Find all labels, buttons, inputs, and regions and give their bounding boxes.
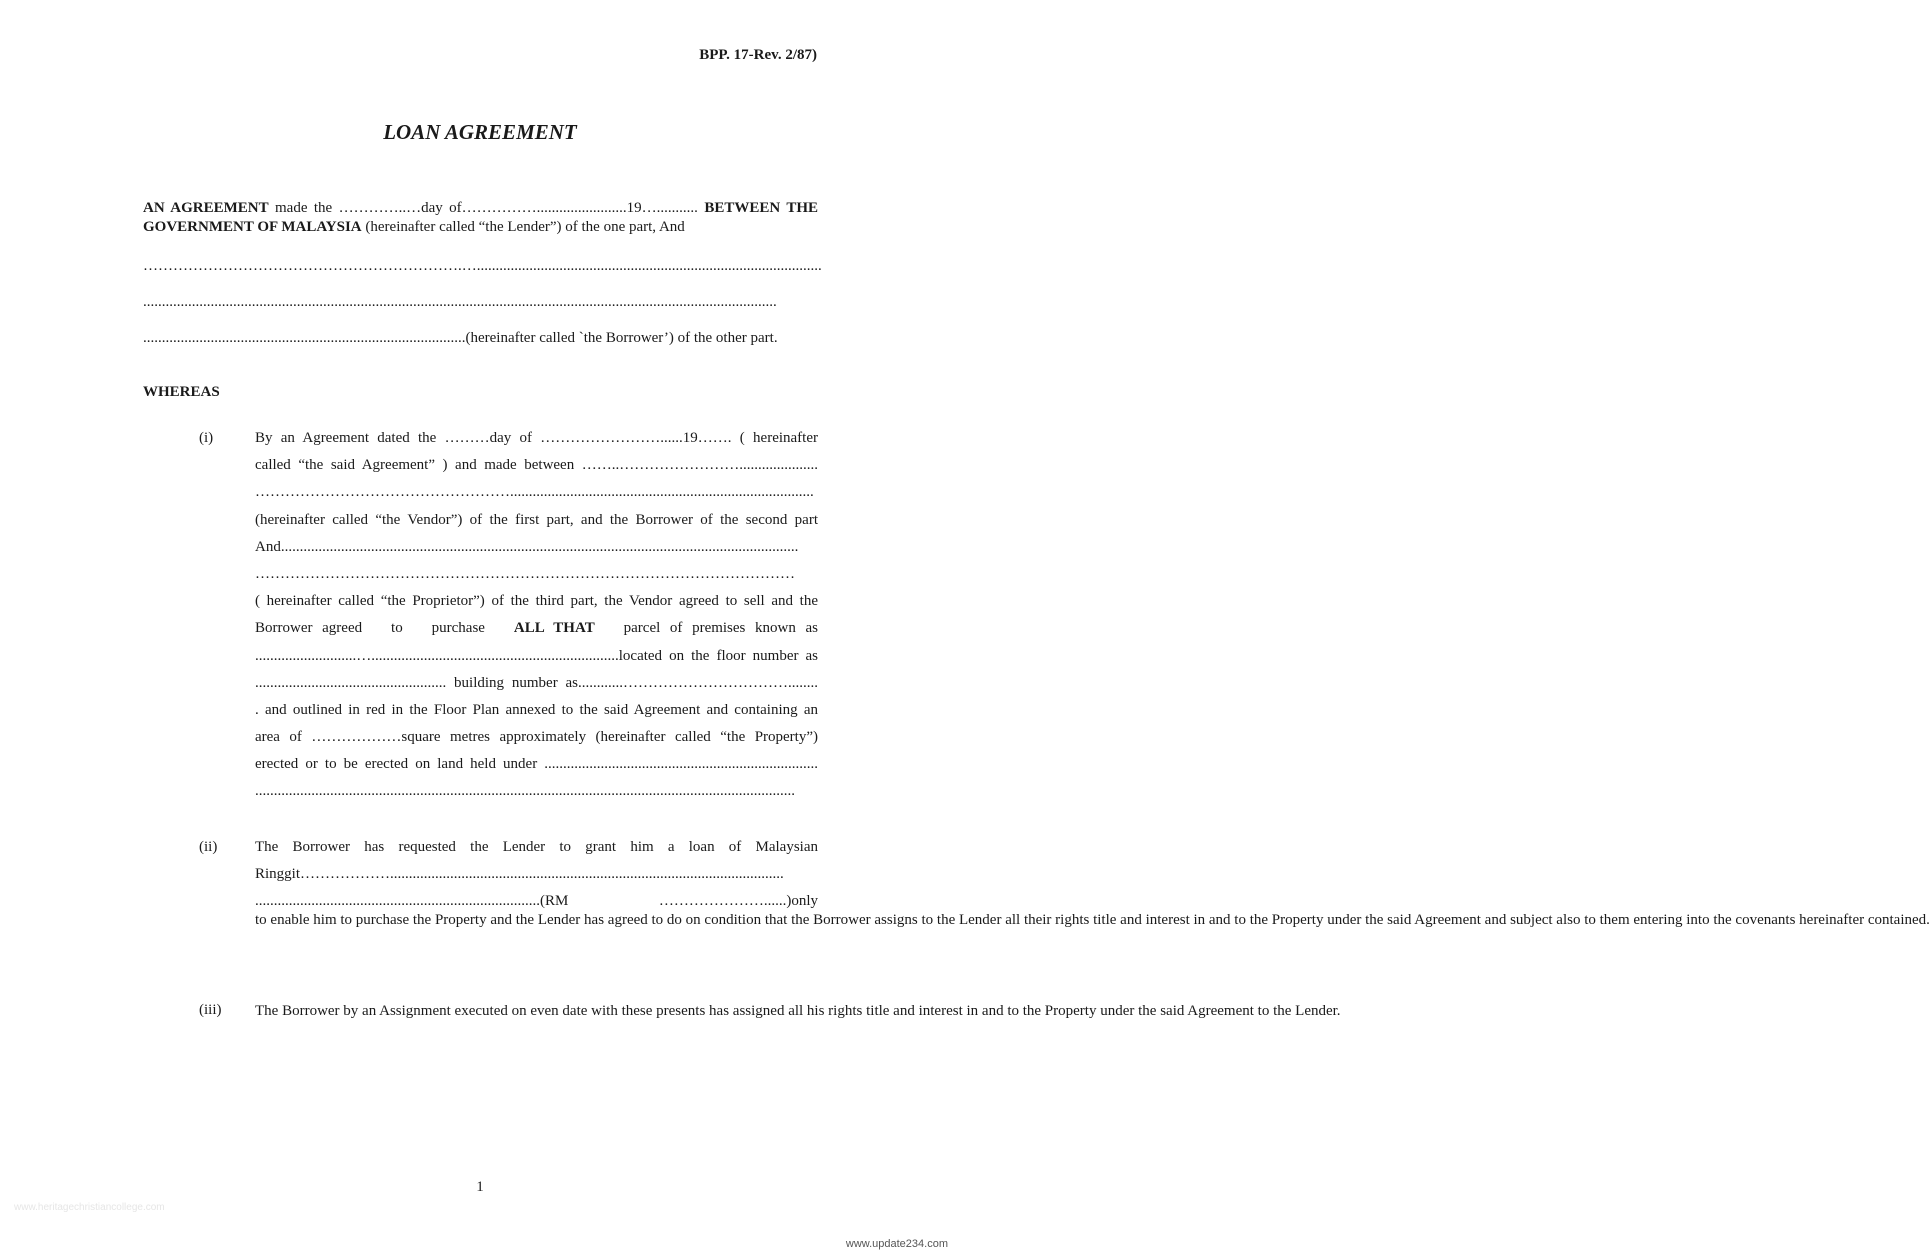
borrower-blank-line-2: ......................................................................................................................................................................... bbox=[143, 294, 777, 310]
clause-i-line: By an Agreement dated the ………day of ……………………......19……. ( hereinafter bbox=[255, 430, 818, 446]
intro-agreement-label: AN AGREEMENT bbox=[143, 200, 269, 216]
clause-i-line: erected or to be erected on land held under ......................................................................... bbox=[255, 756, 818, 773]
clause-i bbox=[255, 425, 818, 806]
whereas-heading: WHEREAS bbox=[143, 384, 220, 400]
clause-iii-number: (iii) bbox=[199, 1002, 222, 1018]
clause-i-line: ................................................................................................................................................ bbox=[255, 783, 795, 800]
clause-i-line: ……………………………………………................................................................................. bbox=[255, 484, 814, 501]
watermark-left: www.heritagechristiancollege.com bbox=[14, 1202, 165, 1213]
intro-line-1 bbox=[143, 199, 818, 218]
clause-i-line-all-that: Borrower agreed to purchase ALL THAT parcel of premises known as bbox=[255, 620, 819, 637]
intro-paragraph bbox=[143, 199, 818, 237]
clause-i-number: (i) bbox=[199, 430, 214, 446]
clause-ii-amount bbox=[255, 892, 818, 911]
clause-ii-head bbox=[255, 834, 818, 888]
intro-line-2 bbox=[143, 218, 818, 237]
intro-date-blanks: made the …………..…day of……………........................19…........... bbox=[268, 200, 705, 216]
intro-lender-name: GOVERNMENT OF MALAYSIA bbox=[143, 219, 362, 235]
clause-ii-number: (ii) bbox=[199, 839, 218, 855]
clause-i-line: ................................................... building number as............……………………………........ bbox=[255, 674, 818, 691]
page-number: 1 bbox=[476, 1179, 484, 1195]
clause-i-line: . and outlined in red in the Floor Plan annexed to the said Agreement and containing an bbox=[255, 701, 818, 718]
clause-ii-body: to enable him to purchase the Property and the Lender has agreed to do on condition that the Borrower assigns to the Lender all their rights title and interest in and to the Property under the said Agreement and subject also to them entering into the covenants hereinafter contained. bbox=[255, 912, 1930, 928]
clause-iii-body: The Borrower by an Assignment executed on even date with these presents has assigned all his rights title and interest in and to the Property under the said Agreement to the Lender. bbox=[255, 1003, 1341, 1019]
clause-ii-line-2: Ringgit………………......................................................................................................... bbox=[255, 866, 784, 883]
clause-ii-line-3: ............................................................................(RM …………………......)only bbox=[255, 893, 818, 909]
intro-between-label: BETWEEN THE bbox=[704, 200, 818, 216]
clause-i-line: area of ………………square metres approximately (hereinafter called “the Property”) bbox=[255, 729, 818, 746]
clause-i-line: ...........................…..................................................................located on the floor number as bbox=[255, 647, 818, 664]
intro-lender-text: (hereinafter called “the Lender”) of the one part, And bbox=[361, 219, 685, 235]
watermark-right: www.update234.com bbox=[845, 1238, 948, 1250]
borrower-line: ......................................................................................(hereinafter called `the Borrower’) of the other part. bbox=[143, 330, 778, 346]
clause-i-line: ……………………………………………………………………………………………… bbox=[255, 565, 795, 582]
document-title: LOAN AGREEMENT bbox=[383, 120, 577, 144]
clause-i-line: called “the said Agreement” ) and made between ……..……………………..................... bbox=[255, 457, 818, 474]
clause-i-line: And.......................................................................................................................................... bbox=[255, 538, 799, 555]
clause-i-line: (hereinafter called “the Vendor”) of the first part, and the Borrower of the second part bbox=[255, 511, 818, 528]
borrower-blank-line-1: ……………………………………………………….…............................................................................................ bbox=[143, 258, 822, 274]
form-reference: BPP. 17-Rev. 2/87) bbox=[699, 47, 817, 63]
clause-ii-line-1: The Borrower has requested the Lender to grant him a loan of Malaysian bbox=[255, 839, 818, 855]
clause-i-line: ( hereinafter called “the Proprietor”) of the third part, the Vendor agreed to sell and the bbox=[255, 593, 818, 610]
